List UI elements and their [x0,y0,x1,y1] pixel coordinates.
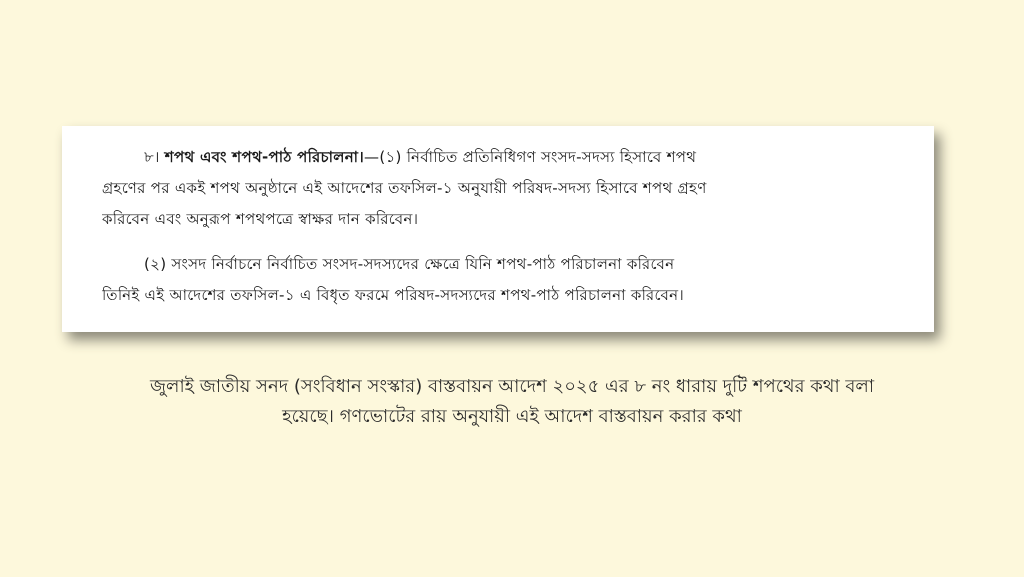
clause-8-line-1 [102,142,894,173]
subclause-1-text-line-3: করিবেন এবং অনুরূপ শপথপত্রে স্বাক্ষর দান করিবেন। [102,210,419,228]
subclause-1-text-line-2: গ্রহণের পর একই শপথ অনুষ্ঠানে এই আদেশের তফসিল-১ অনুযায়ী পরিষদ-সদস্য হিসাবে শপথ গ্রহণ [102,179,707,197]
caption-line-2: হয়েছে। গণভোটের রায় অনুযায়ী এই আদেশ বাস্তবায়ন করার কথা [282,406,742,427]
clause-heading: শপথ এবং শপথ-পাঠ পরিচালনা। [164,148,364,166]
caption-line-1: জুলাই জাতীয় সনদ (সংবিধান সংস্কার) বাস্তবায়ন আদেশ ২০২৫ এর ৮ নং ধারায় দুটি শপথের কথা বলা [149,376,875,397]
clause-dash: — [364,148,380,166]
paragraph-gap [102,235,894,249]
subclause-2-text-line-2: তিনিই এই আদেশের তফসিল-১ এ বিধৃত ফরমে পরিষদ-সদস্যদের শপথ-পাঠ পরিচালনা করিবেন। [102,286,685,304]
image-caption [0,372,1024,432]
clause-number: ৮। [144,148,160,166]
subclause-1-text-line-1: (১) নির্বাচিত প্রতিনিধিগণ সংসদ-সদস্য হিসাবে শপথ [379,148,697,166]
document-excerpt [62,126,934,332]
subclause-2-text-line-1: (২) সংসদ নির্বাচনে নির্বাচিত সংসদ-সদস্যদের ক্ষেত্রে যিনি শপথ-পাঠ পরিচালনা করিবেন [144,255,675,273]
